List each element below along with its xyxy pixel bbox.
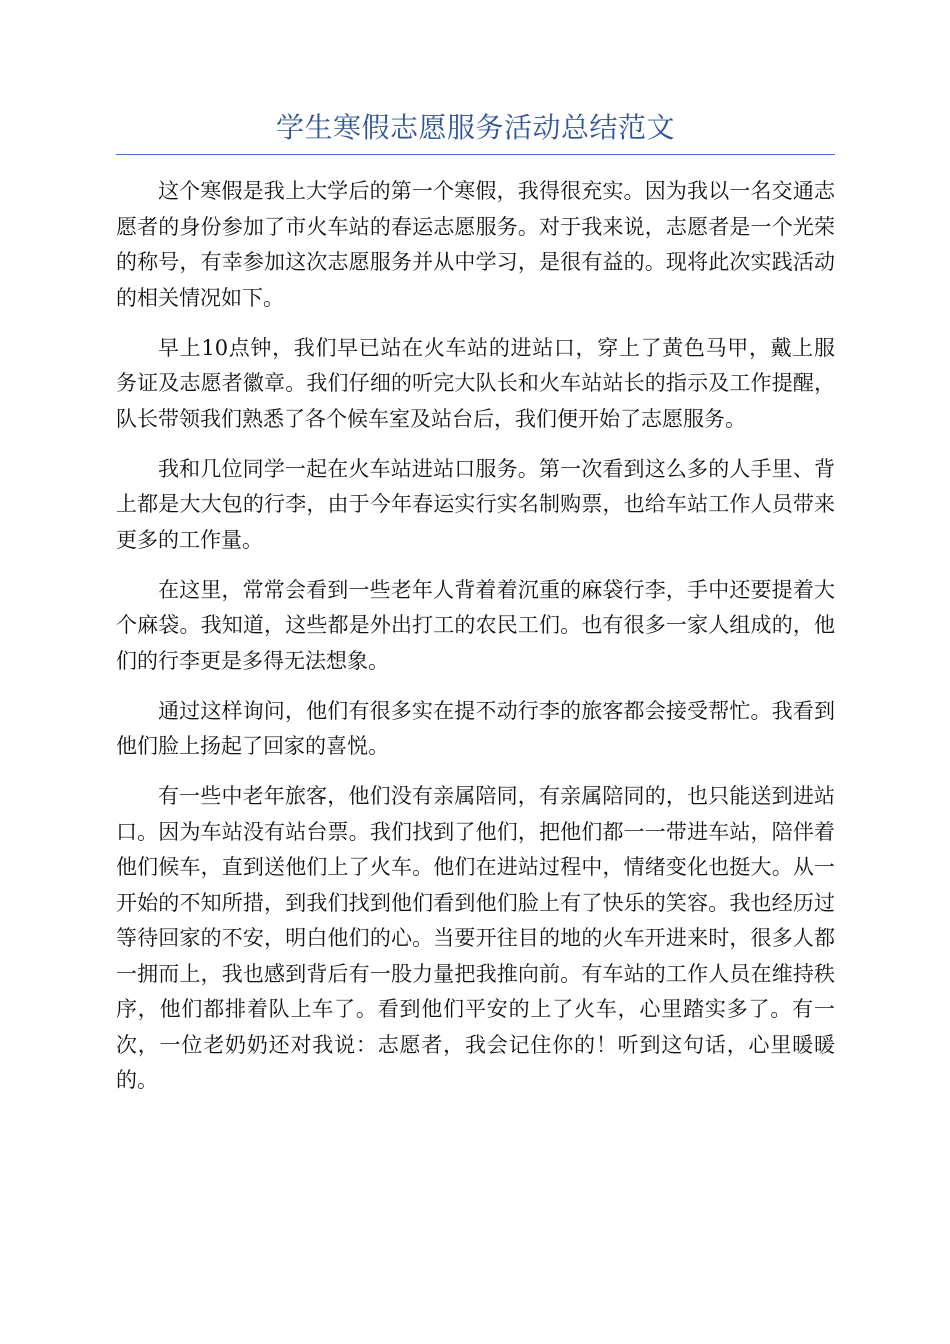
paragraph: 通过这样询问，他们有很多实在提不动行李的旅客都会接受帮忙。我看到他们脸上扬起了回家的喜悦。	[116, 698, 835, 758]
paragraph: 在这里，常常会看到一些老年人背着着沉重的麻袋行李，手中还要提着大个麻袋。我知道，这些都是外出打工的农民工们。也有很多一家人组成的，他们的行李更是多得无法想象。	[116, 577, 835, 673]
paragraph: 这个寒假是我上大学后的第一个寒假，我得很充实。因为我以一名交通志愿者的身份参加了市火车站的春运志愿服务。对于我来说，志愿者是一个光荣的称号，有幸参加这次志愿服务并从中学习，是很有益的。现将此次实践活动的相关情况如下。	[116, 179, 835, 310]
paragraph: 有一些中老年旅客，他们没有亲属陪同，有亲属陪同的，也只能送到进站口。因为车站没有站台票。我们找到了他们，把他们都一一带进车站，陪伴着他们候车，直到送他们上了火车。他们在进站过程中，情绪变化也挺大。从一开始的不知所措，到我们找到他们看到他们脸上有了快乐的笑容。我也经历过等待回家的不安，明白他们的心。当要开往目的地的火车开进来时，很多人都一拥而上，我也感到背后有一股力量把我推向前。有车站的工作人员在维持秩序，他们都排着队上车了。看到他们平安的上了火车，心里踏实多了。有一次，一位老奶奶还对我说：志愿者，我会记住你的！听到这句话，心里暖暖的。	[116, 784, 835, 1092]
page-title: 学生寒假志愿服务活动总结范文	[275, 111, 675, 144]
paragraph: 我和几位同学一起在火车站进站口服务。第一次看到这么多的人手里、背上都是大大包的行李，由于今年春运实行实名制购票，也给车站工作人员带来更多的工作量。	[116, 456, 835, 552]
title-underline	[116, 154, 835, 155]
document-body	[116, 174, 835, 1113]
paragraph: 早上10点钟，我们早已站在火车站的进站口，穿上了黄色马甲，戴上服务证及志愿者徽章。我们仔细的听完大队长和火车站站长的指示及工作提醒，队长带领我们熟悉了各个候车室及站台后，我们便开始了志愿服务。	[116, 335, 835, 431]
